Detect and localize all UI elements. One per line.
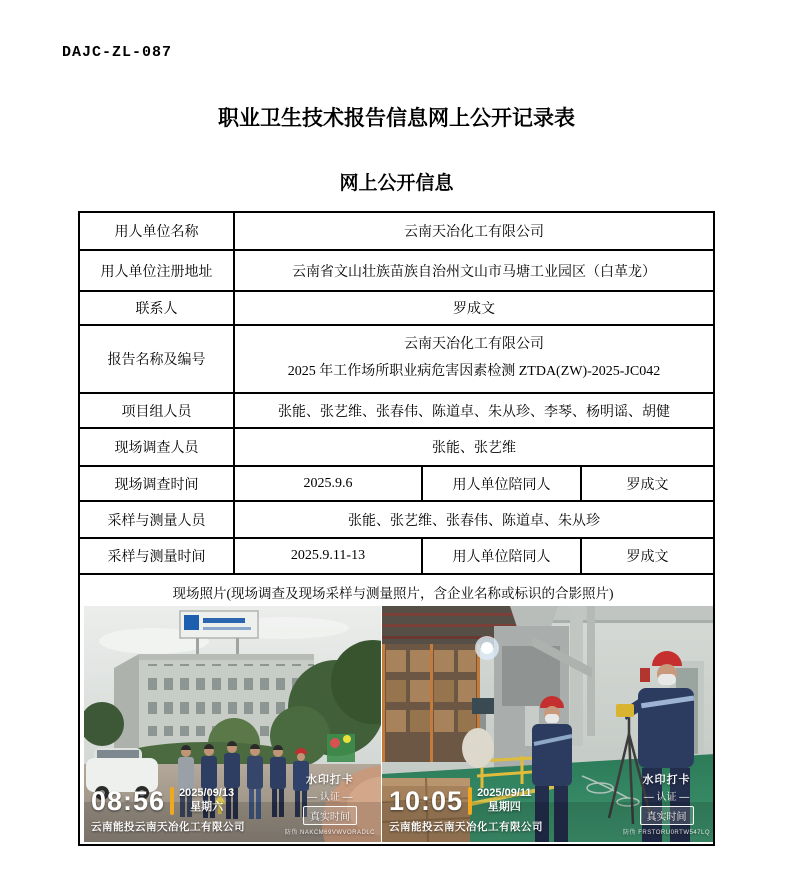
contact-person-label: 联系人 [79,291,234,325]
survey-escort-value: 罗成文 [581,466,714,501]
watermark-company: 云南能投云南天冶化工有限公司 [389,821,543,833]
table-row [79,428,714,466]
garden-sign [327,734,355,762]
sampling-escort-value: 罗成文 [581,538,714,574]
survey-staff-value: 张能、张艺维 [234,428,714,466]
table-row [79,466,714,501]
photos-caption: 现场照片(现场调查及现场采样与测量照片，含企业名称或标识的合影照片) [172,586,614,601]
watermark-cert-label: — 认证 — [643,792,690,803]
report-title-label: 报告名称及编号 [79,325,234,393]
sampling-date-label: 采样与测量时间 [79,538,234,574]
watermark-weekday: 星期四 [487,801,521,813]
table-row [79,393,714,428]
survey-staff-label: 现场调查人员 [79,428,234,466]
employer-address-value: 云南省文山壮族苗族自治州文山市马塘工业园区（白革龙） [234,250,714,291]
watermark-anticounterfeit-code: 防伪 NAKCM69VWVORADLC [284,830,375,836]
watermark-date: 2025/09/13 [179,787,235,800]
site-photos-cell [79,574,714,845]
photo-strip [84,606,709,842]
watermark-weekday: 星期六 [190,801,224,813]
table-row [79,250,714,291]
sampling-staff-label: 采样与测量人员 [79,501,234,538]
doc-code: DAJC-ZL-087 [62,44,173,61]
report-number-line: 2025 年工作场所职业病危害因素检测 ZTDA(ZW)-2025-JC042 [287,364,661,379]
watermark-accent-bar [170,787,174,815]
table-row [79,325,714,393]
project-team-label: 项目组人员 [79,393,234,428]
watermark-time: 10:05 [389,785,464,816]
project-team-value: 张能、张艺维、张春伟、陈道卓、朱从珍、李琴、杨明谣、胡健 [234,393,714,428]
info-table [78,211,715,846]
watermark-realtime-badge: 真实时间 [640,806,694,825]
watermark-realtime-badge: 真实时间 [303,806,357,825]
sampling-date-value: 2025.9.11-13 [234,538,422,574]
table-row [79,212,714,250]
watermark-left [389,787,543,834]
table-row [79,501,714,538]
watermark-right [623,771,710,836]
employer-address-label: 用人单位注册地址 [79,250,234,291]
watermark-cert-label: — 认证 — [307,792,353,803]
watermark-left [91,787,245,834]
sampling-staff-value: 张能、张艺维、张春伟、陈道卓、朱从珍 [234,501,714,538]
survey-escort-label: 用人单位陪同人 [422,466,581,501]
watermark-punch-label: 水印打卡 [305,774,354,786]
site-photo-left [84,606,381,842]
watermark-accent-bar [468,787,472,815]
fire-valve [640,668,650,682]
sampling-escort-label: 用人单位陪同人 [422,538,581,574]
table-row [79,538,714,574]
survey-date-value: 2025.9.6 [234,466,422,501]
watermark-anticounterfeit-code: 防伪 FRSTORU0RTW547LQ [623,830,710,836]
report-company-line: 云南天冶化工有限公司 [404,337,544,353]
survey-date-label: 现场调查时间 [79,466,234,501]
table-row [79,574,714,845]
table-row [79,291,714,325]
watermark-right [285,771,375,836]
site-photo-right [382,606,714,842]
watermark-punch-label: 水印打卡 [642,774,691,786]
employer-name-label: 用人单位名称 [79,212,234,250]
page-subtitle: 网上公开信息 [339,173,454,194]
white-sack [462,728,494,768]
contact-person-value: 罗成文 [234,291,714,325]
watermark-company: 云南能投云南天冶化工有限公司 [91,821,245,833]
report-title-value [234,325,714,393]
watermark-time: 08:56 [91,785,166,816]
page-title: 职业卫生技术报告信息网上公开记录表 [218,107,575,130]
watermark-date: 2025/09/11 [477,787,532,800]
employer-name-value: 云南天冶化工有限公司 [234,212,714,250]
